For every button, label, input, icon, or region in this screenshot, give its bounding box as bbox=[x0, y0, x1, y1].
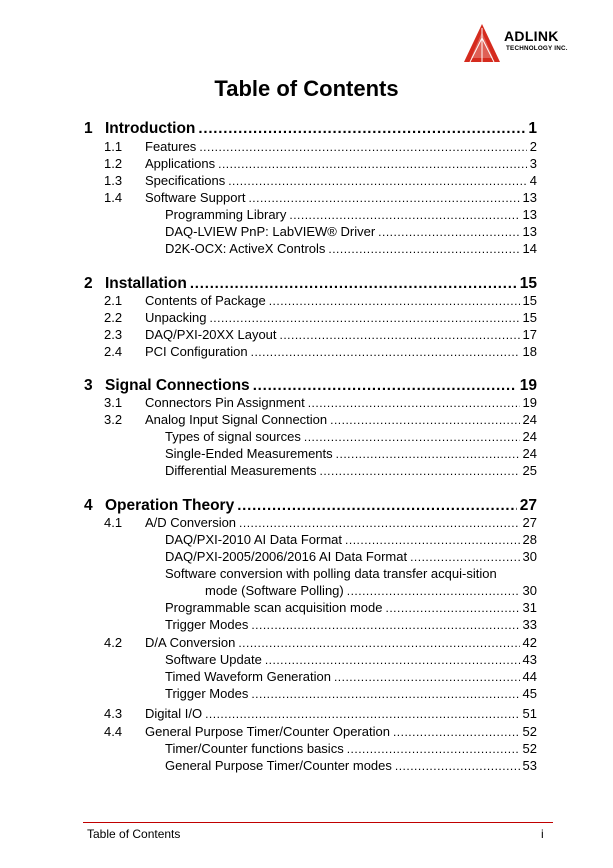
toc-page-number: 14 bbox=[522, 241, 537, 256]
toc-entry-label: Contents of Package bbox=[145, 293, 266, 308]
toc-entry[interactable] bbox=[104, 190, 537, 206]
dot-leader bbox=[410, 549, 519, 565]
toc-chapter-number: 4 bbox=[84, 497, 93, 514]
toc-entry-label: Introduction bbox=[105, 120, 196, 137]
toc-entry-label: Programming Library bbox=[165, 207, 287, 222]
toc-page-number: 24 bbox=[522, 446, 537, 461]
toc-entry[interactable] bbox=[165, 207, 537, 223]
dot-leader bbox=[237, 496, 517, 515]
toc-page-number: 31 bbox=[522, 600, 537, 615]
dot-leader bbox=[308, 395, 520, 411]
dot-leader bbox=[378, 224, 519, 240]
toc-entry-label: DAQ/PXI-2010 AI Data Format bbox=[165, 532, 343, 547]
dot-leader bbox=[393, 724, 520, 740]
toc-entry-label: Digital I/O bbox=[145, 706, 203, 721]
toc-page-number: 30 bbox=[522, 583, 537, 598]
dot-leader bbox=[345, 532, 520, 548]
toc-entry-number: 2.4 bbox=[104, 344, 123, 359]
toc-page-number: 13 bbox=[522, 190, 537, 205]
toc-page-number: 25 bbox=[522, 463, 537, 478]
toc-entry-number: 1.3 bbox=[104, 173, 123, 188]
toc-entry-label: Installation bbox=[105, 275, 187, 292]
toc-entry-number: 1.1 bbox=[104, 139, 123, 154]
dot-leader bbox=[198, 119, 525, 138]
toc-page-number: 52 bbox=[522, 724, 537, 739]
page-title: Table of Contents bbox=[214, 76, 399, 101]
toc-entry-label: Types of signal sources bbox=[165, 429, 301, 444]
toc-entry[interactable] bbox=[205, 583, 537, 599]
dot-leader bbox=[251, 344, 520, 360]
toc-page-number: 27 bbox=[522, 515, 537, 530]
dot-leader bbox=[238, 635, 519, 651]
toc-page-number: 1 bbox=[528, 120, 537, 137]
toc-entry[interactable] bbox=[104, 706, 537, 722]
dot-leader bbox=[289, 207, 519, 223]
toc-entry[interactable] bbox=[104, 156, 537, 172]
toc-page-number: 19 bbox=[522, 395, 537, 410]
toc-page-number: 24 bbox=[522, 412, 537, 427]
toc-entry[interactable] bbox=[165, 758, 537, 774]
dot-leader bbox=[239, 515, 519, 531]
dot-leader bbox=[265, 652, 520, 668]
dot-leader bbox=[304, 429, 520, 445]
toc-entry[interactable] bbox=[165, 617, 537, 633]
dot-leader bbox=[269, 293, 520, 309]
toc-entry-label: Differential Measurements bbox=[165, 463, 317, 478]
toc-chapter-number: 3 bbox=[84, 377, 93, 394]
toc-entry-label: Applications bbox=[145, 156, 216, 171]
toc-page-number: 43 bbox=[522, 652, 537, 667]
adlink-logo-mark bbox=[462, 22, 502, 64]
dot-leader bbox=[330, 412, 519, 428]
toc-entry[interactable] bbox=[104, 327, 537, 343]
toc-entry-label: Single-Ended Measurements bbox=[165, 446, 333, 461]
toc-chapter-number: 1 bbox=[84, 120, 93, 137]
toc-entry-label: D2K-OCX: ActiveX Controls bbox=[165, 241, 326, 256]
toc-page-number: 33 bbox=[522, 617, 537, 632]
toc-entry-number: 2.2 bbox=[104, 310, 123, 325]
toc-entry[interactable] bbox=[104, 139, 537, 155]
dot-leader bbox=[251, 686, 519, 702]
toc-entry[interactable] bbox=[165, 741, 537, 757]
toc-entry-label: Software Update bbox=[165, 652, 262, 667]
dot-leader bbox=[228, 173, 527, 189]
toc-entry-number: 3.1 bbox=[104, 395, 123, 410]
dot-leader bbox=[253, 376, 517, 395]
dot-leader bbox=[334, 669, 520, 685]
toc-chapter[interactable] bbox=[84, 274, 537, 293]
toc-entry[interactable] bbox=[165, 549, 537, 565]
toc-entry-number: 4.4 bbox=[104, 724, 123, 739]
logo-brand: ADLINK bbox=[504, 28, 559, 44]
dot-leader bbox=[251, 617, 519, 633]
toc-page-number: 3 bbox=[529, 156, 537, 171]
toc-entry[interactable] bbox=[165, 429, 537, 445]
toc-entry-label: Features bbox=[145, 139, 197, 154]
toc-page-number: 27 bbox=[519, 497, 537, 514]
dot-leader bbox=[328, 241, 519, 257]
toc-page-number: 15 bbox=[522, 293, 537, 308]
toc-entry[interactable] bbox=[165, 652, 537, 668]
toc-entry-label: General Purpose Timer/Counter modes bbox=[165, 758, 392, 773]
footer-page-number: i bbox=[541, 827, 544, 841]
toc-page-number: 15 bbox=[519, 275, 537, 292]
adlink-logo bbox=[462, 22, 587, 64]
toc-entry[interactable] bbox=[165, 241, 537, 257]
toc-page-number: 51 bbox=[522, 706, 537, 721]
toc-entry-number: 4.2 bbox=[104, 635, 123, 650]
toc-entry[interactable] bbox=[165, 686, 537, 702]
toc-page-number: 52 bbox=[522, 741, 537, 756]
toc-page-number: 4 bbox=[529, 173, 537, 188]
toc-entry-label: Trigger Modes bbox=[165, 617, 249, 632]
logo-tagline: TECHNOLOGY INC. bbox=[506, 45, 568, 52]
toc-entry-number: 1.2 bbox=[104, 156, 123, 171]
toc-entry-label: Software Support bbox=[145, 190, 246, 205]
toc-chapter[interactable] bbox=[84, 119, 537, 138]
toc-entry[interactable] bbox=[165, 669, 537, 685]
toc-entry-label: Programmable scan acquisition mode bbox=[165, 600, 383, 615]
toc-entry[interactable] bbox=[104, 344, 537, 360]
toc-entry-label: Trigger Modes bbox=[165, 686, 249, 701]
toc-entry-label: Connectors Pin Assignment bbox=[145, 395, 305, 410]
toc-chapter[interactable] bbox=[84, 496, 537, 515]
toc-chapter[interactable] bbox=[84, 376, 537, 395]
dot-leader bbox=[280, 327, 520, 343]
toc-page-number: 13 bbox=[522, 224, 537, 239]
toc-entry-number: 1.4 bbox=[104, 190, 123, 205]
toc-entry-label: DAQ/PXI-2005/2006/2016 AI Data Format bbox=[165, 549, 408, 564]
toc-entry-label: D/A Conversion bbox=[145, 635, 236, 650]
toc-entry-label: A/D Conversion bbox=[145, 515, 237, 530]
dot-leader bbox=[209, 310, 519, 326]
toc-entry-number: 4.1 bbox=[104, 515, 123, 530]
toc-entry-number: 3.2 bbox=[104, 412, 123, 427]
toc-entry[interactable] bbox=[104, 515, 537, 531]
dot-leader bbox=[386, 600, 520, 616]
toc-page-number: 19 bbox=[519, 377, 537, 394]
toc-entry[interactable] bbox=[165, 446, 537, 462]
toc-page-number: 18 bbox=[522, 344, 537, 359]
dot-leader bbox=[218, 156, 527, 172]
toc-page-number: 44 bbox=[522, 669, 537, 684]
dot-leader bbox=[199, 139, 526, 155]
dot-leader bbox=[336, 446, 520, 462]
toc-page-number: 17 bbox=[522, 327, 537, 342]
toc-entry-label: DAQ-LVIEW PnP: LabVIEW® Driver bbox=[165, 224, 376, 239]
toc-entry-label-continued: mode (Software Polling) bbox=[205, 583, 344, 598]
toc-page-number: 13 bbox=[522, 207, 537, 222]
toc-entry-label: Timed Waveform Generation bbox=[165, 669, 331, 684]
toc-entry-label[interactable]: Software conversion with polling data transfer acqui-sition bbox=[165, 566, 497, 581]
dot-leader bbox=[395, 758, 520, 774]
toc-entry[interactable] bbox=[104, 724, 537, 740]
toc-page-number: 24 bbox=[522, 429, 537, 444]
dot-leader bbox=[347, 583, 520, 599]
toc-entry[interactable] bbox=[165, 463, 537, 479]
toc-page-number: 2 bbox=[529, 139, 537, 154]
toc-entry-number: 2.1 bbox=[104, 293, 123, 308]
toc-entry-label: Specifications bbox=[145, 173, 226, 188]
toc-entry[interactable] bbox=[104, 412, 537, 428]
toc-entry-label: Signal Connections bbox=[105, 377, 250, 394]
toc-entry-label: Operation Theory bbox=[105, 497, 235, 514]
toc-entry-label: DAQ/PXI-20XX Layout bbox=[145, 327, 277, 342]
toc-page-number: 42 bbox=[522, 635, 537, 650]
toc-entry[interactable] bbox=[165, 600, 537, 616]
toc-entry[interactable] bbox=[165, 224, 537, 240]
toc-page-number: 53 bbox=[522, 758, 537, 773]
toc-entry-label: PCI Configuration bbox=[145, 344, 248, 359]
toc-entry[interactable] bbox=[104, 635, 537, 651]
toc-entry[interactable] bbox=[104, 293, 537, 309]
dot-leader bbox=[320, 463, 520, 479]
toc-page-number: 15 bbox=[522, 310, 537, 325]
toc-entry-number: 4.3 bbox=[104, 706, 123, 721]
footer-section-title: Table of Contents bbox=[87, 827, 181, 841]
toc-entry[interactable] bbox=[104, 173, 537, 189]
toc-page-number: 30 bbox=[522, 549, 537, 564]
footer-rule bbox=[83, 822, 553, 823]
toc-chapter-number: 2 bbox=[84, 275, 93, 292]
toc-page-number: 28 bbox=[522, 532, 537, 547]
toc-entry[interactable] bbox=[104, 395, 537, 411]
toc-entry-label: Unpacking bbox=[145, 310, 207, 325]
toc-page-number: 45 bbox=[522, 686, 537, 701]
toc-entry-number: 2.3 bbox=[104, 327, 123, 342]
toc-entry-label: Timer/Counter functions basics bbox=[165, 741, 344, 756]
toc-entry-label: General Purpose Timer/Counter Operation bbox=[145, 724, 390, 739]
toc-entry[interactable] bbox=[165, 532, 537, 548]
dot-leader bbox=[248, 190, 519, 206]
toc-entry[interactable] bbox=[104, 310, 537, 326]
toc-entry-label: Analog Input Signal Connection bbox=[145, 412, 328, 427]
dot-leader bbox=[190, 274, 517, 293]
dot-leader bbox=[347, 741, 520, 757]
dot-leader bbox=[205, 706, 519, 722]
